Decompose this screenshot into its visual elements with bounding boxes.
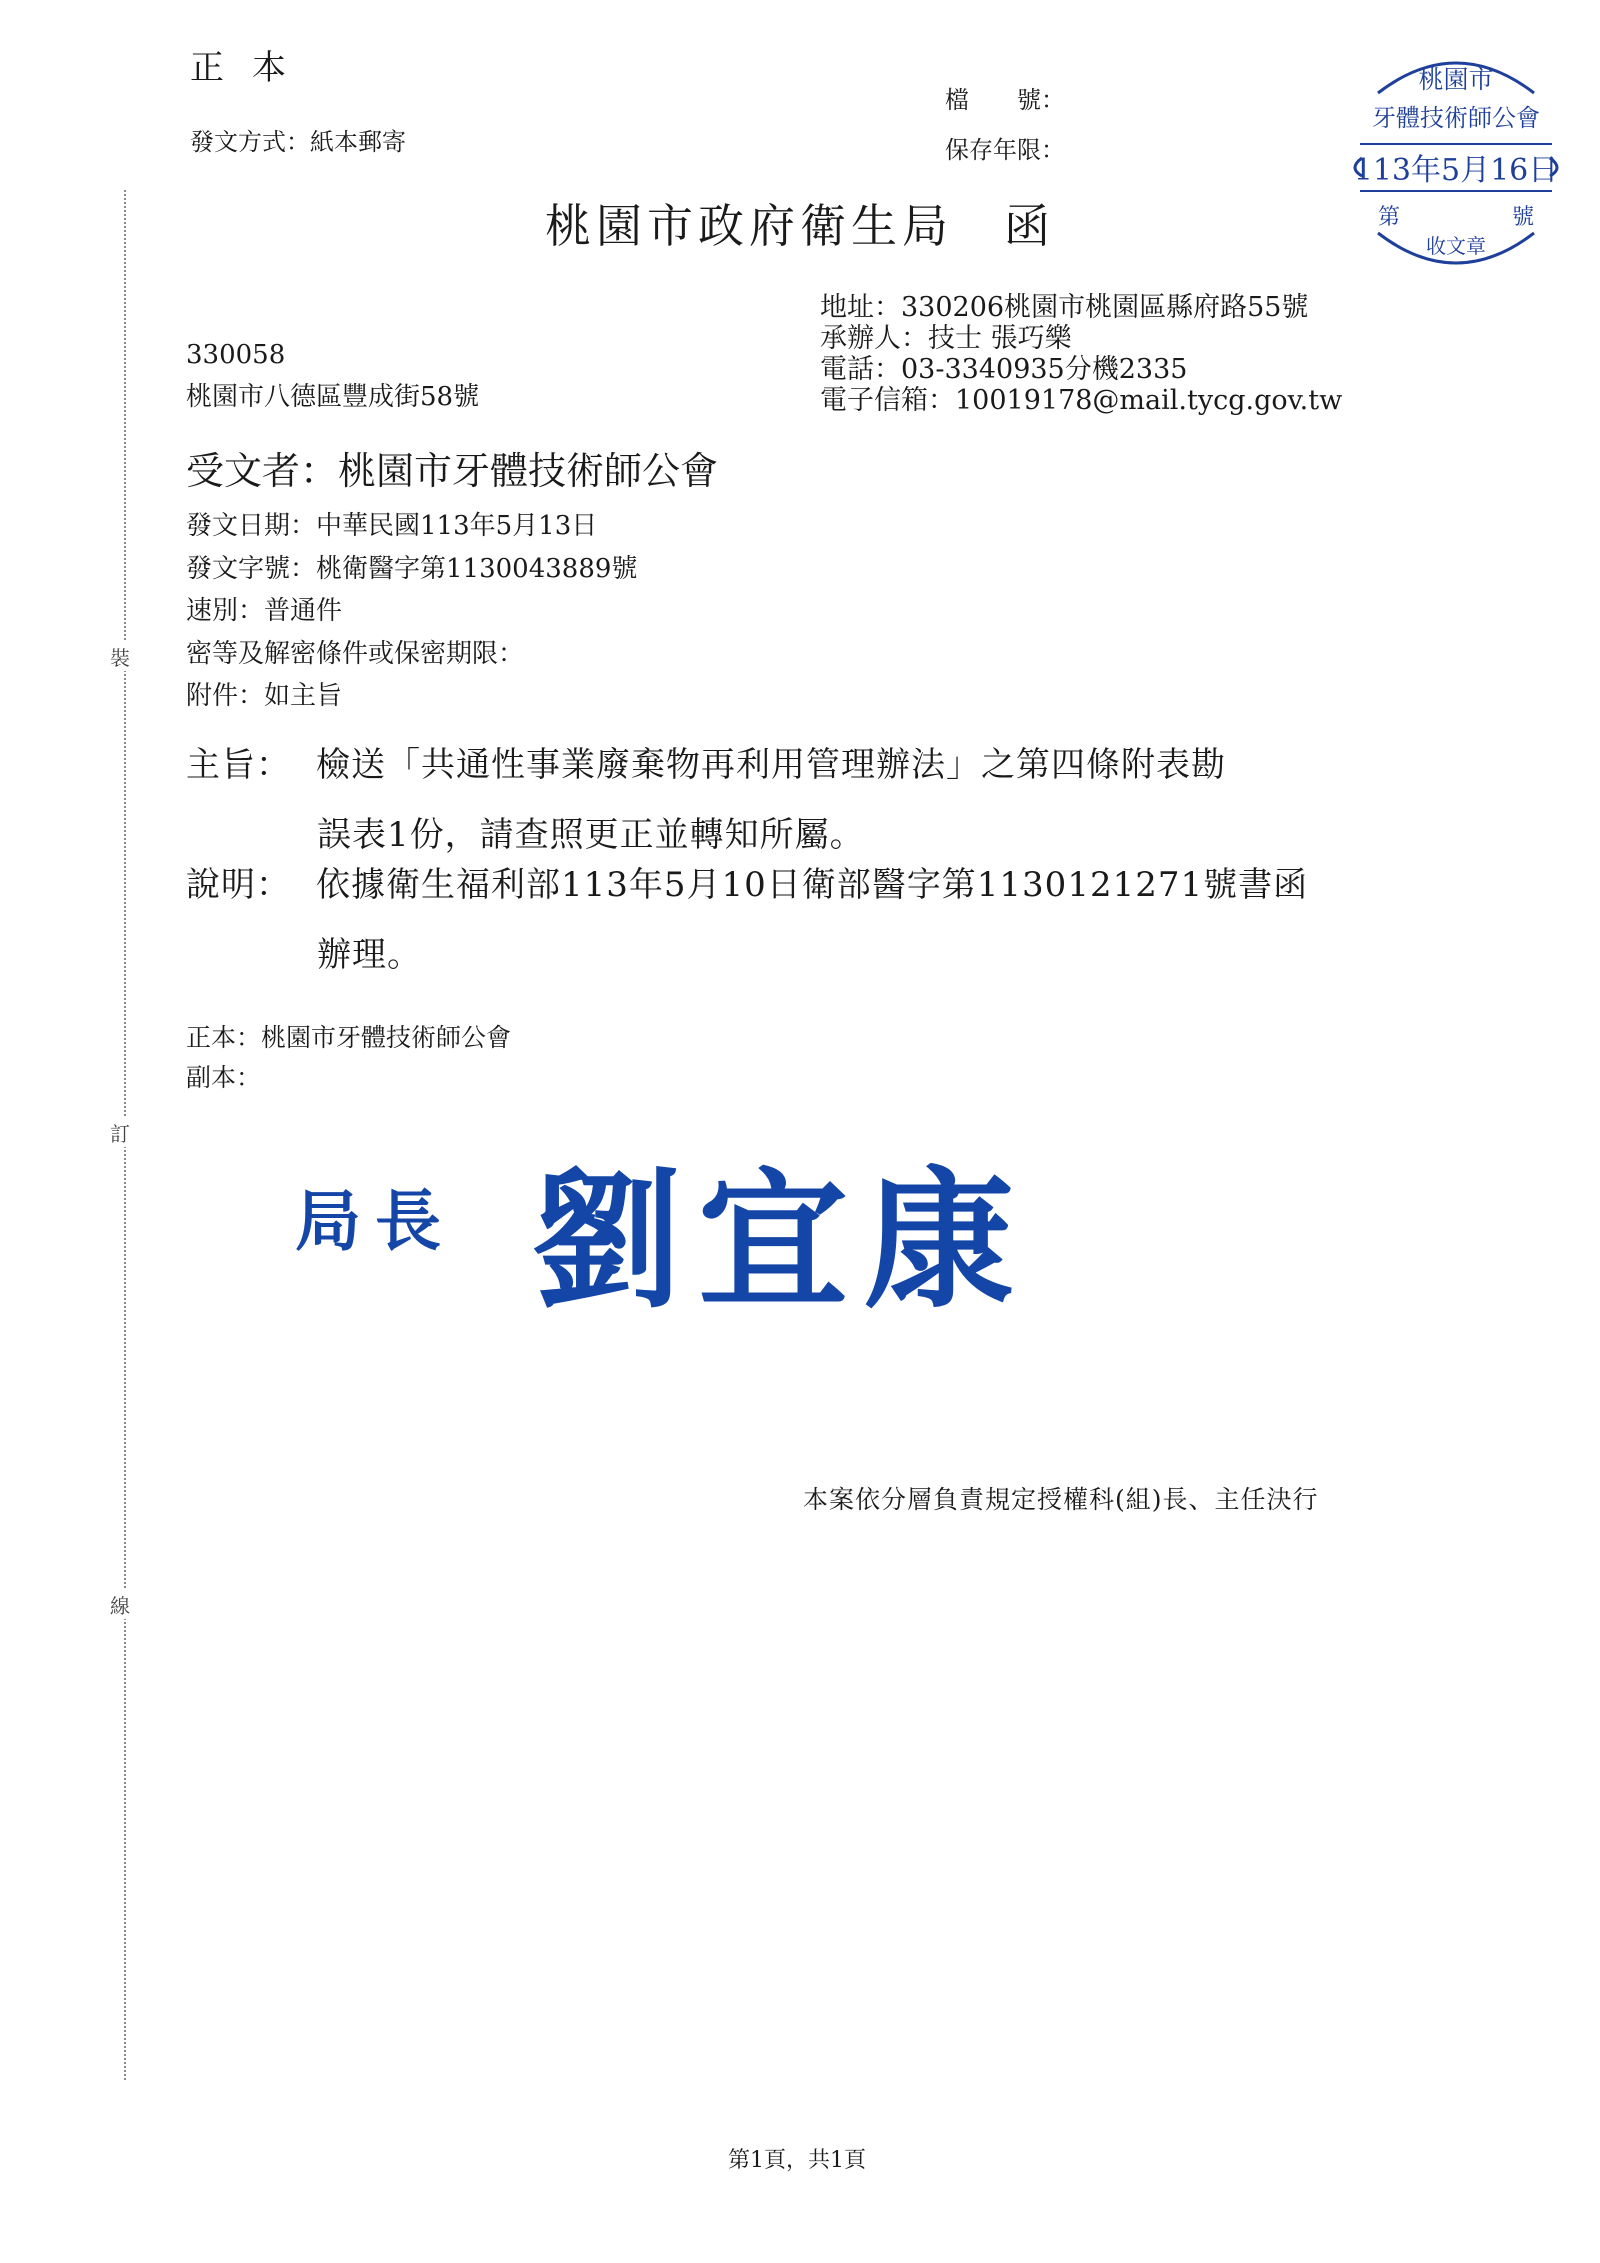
contact-block	[820, 292, 1342, 416]
carbon-copy: 副本：	[186, 1063, 262, 1092]
document-number: 發文字號：桃衛醫字第1130043889號	[186, 553, 638, 584]
document-title: 桃園市政府衛生局 函	[545, 199, 1055, 253]
subject-paragraph	[186, 730, 1226, 870]
retention-period: 保存年限：	[945, 136, 1065, 164]
receipt-stamp	[1338, 48, 1574, 280]
subject-line1: 檢送「共通性事業廢棄物再利用管理辦法」之第四條附表勘	[316, 745, 1226, 785]
copy-label: 正本	[190, 48, 314, 88]
delegation-note: 本案依分層負責規定授權科(組)長、主任決行	[803, 1485, 1319, 1514]
subject-line2: 誤表1份，請查照更正並轉知所屬。	[317, 815, 865, 855]
stamp-di: 第	[1378, 205, 1401, 230]
binding-char-3: 線	[110, 1590, 130, 1619]
attachment: 附件：如主旨	[186, 681, 343, 711]
copies-block	[186, 1018, 511, 1098]
stamp-date: 113年5月16日	[1353, 153, 1559, 188]
file-number: 檔 號：	[945, 86, 1065, 114]
receiver-address: 桃園市八德區豐成街58號	[186, 382, 480, 412]
explanation-line1: 依據衛生福利部113年5月10日衛部醫字第1130121271號書函	[316, 865, 1309, 905]
secrecy-level: 密等及解密條件或保密期限：	[186, 638, 525, 669]
explanation-paragraph	[186, 850, 1308, 990]
phone: 電話：03-3340935分機2335	[820, 354, 1188, 385]
explanation-line2: 辦理。	[317, 935, 422, 975]
recipient: 受文者：桃園市牙體技術師公會	[186, 449, 719, 493]
binding-char-1: 裝	[110, 642, 130, 671]
handler: 承辦人：技士 張巧樂	[820, 323, 1072, 354]
signature-name: 劉宜康	[532, 1153, 1031, 1329]
stamp-line2: 牙體技術師公會	[1372, 104, 1540, 132]
stamp-line1: 桃園市	[1418, 65, 1494, 94]
page-number: 第1頁，共1頁	[728, 2148, 866, 2173]
binding-char-2: 訂	[110, 1118, 130, 1147]
issue-date: 發文日期：中華民國113年5月13日	[186, 511, 598, 541]
agency-address: 地址：330206桃園市桃園區縣府路55號	[820, 292, 1309, 323]
main-copy: 正本：桃園市牙體技術師公會	[186, 1023, 512, 1052]
subject-label: 主旨：	[186, 745, 291, 785]
stamp-hao: 號	[1512, 205, 1535, 230]
explanation-label: 說明：	[186, 865, 291, 905]
send-method: 發文方式：紙本郵寄	[190, 128, 406, 156]
receiver-postal-code: 330058	[186, 340, 286, 370]
email: 電子信箱：10019178@mail.tycg.gov.tw	[820, 385, 1343, 416]
speed-class: 速別：普通件	[186, 596, 343, 626]
stamp-received: 收文章	[1426, 234, 1486, 258]
meta-block	[186, 505, 637, 718]
signature-title: 局長	[295, 1182, 455, 1260]
